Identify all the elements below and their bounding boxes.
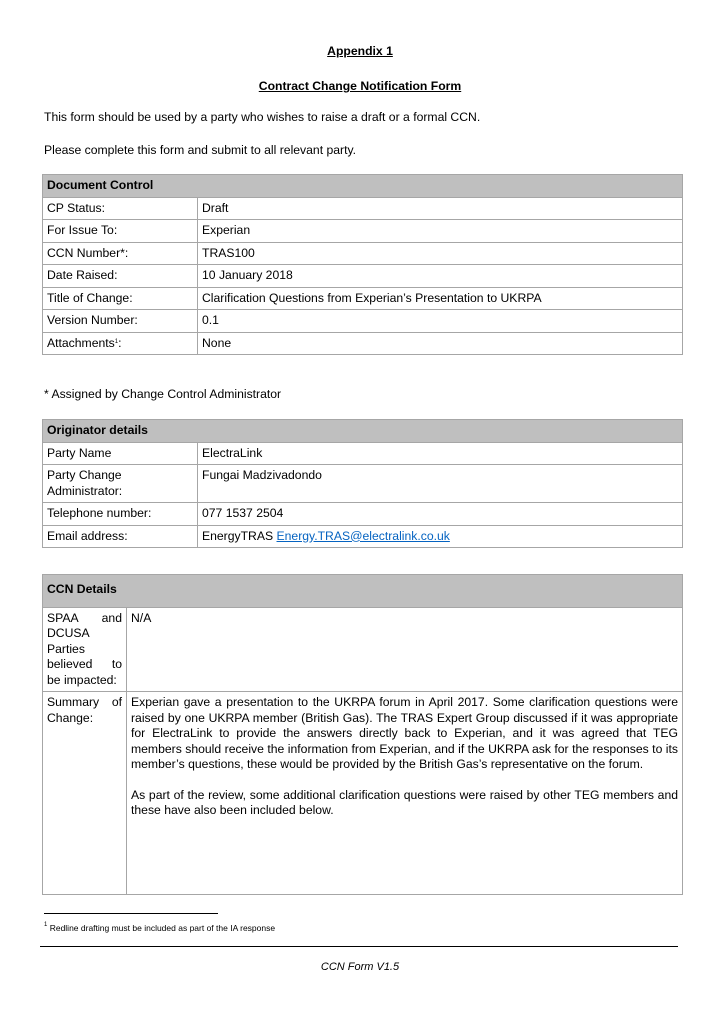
email-link[interactable]: Energy.TRAS@electralink.co.uk: [276, 528, 450, 543]
cp-status-label: CP Status:: [43, 197, 198, 220]
footnote: [44, 923, 275, 933]
intro-line-1: This form should be used by a party who wishes to raise a draft or a formal CCN.: [44, 110, 481, 124]
table-row: [43, 503, 683, 526]
summary-paragraph-1: Experian gave a presentation to the UKRPA forum in April 2017. Some clarification questions were raised by one UKRPA member (British Gas). The TRAS Expert Group discussed if it was appropriate for ElectraLink to provide the answers directly back to Experian, and it was agreed that TEG members should receive the information from Experian, and if the UKRPA ask for the responses to its member’s questions, these would be provided by the British Gas’s representative on the forum.: [131, 695, 678, 771]
summary-label: Summary of Change:: [43, 692, 127, 895]
table-row: [43, 692, 683, 895]
telephone-label: Telephone number:: [43, 503, 198, 526]
footnote-text: Redline drafting must be included as part of the IA response: [47, 923, 276, 933]
table-row: [43, 242, 683, 265]
table-row: [43, 332, 683, 355]
attachments-label-text: Attachments: [47, 335, 115, 350]
cp-status-value: Draft: [198, 197, 683, 220]
ccn-details-header: CCN Details: [43, 575, 683, 608]
table-row: [43, 525, 683, 548]
change-admin-label: Party Change Administrator:: [43, 465, 198, 503]
appendix-heading: Appendix 1: [327, 44, 393, 58]
title-of-change-label: Title of Change:: [43, 287, 198, 310]
table-row: [43, 465, 683, 503]
table-row: [43, 220, 683, 243]
party-name-label: Party Name: [43, 442, 198, 465]
table-row: [43, 265, 683, 288]
originator-table: [42, 419, 683, 548]
attachments-label: [43, 332, 198, 355]
email-value: [198, 525, 683, 548]
email-label: Email address:: [43, 525, 198, 548]
document-control-table: [42, 174, 683, 355]
footnote-number: 1: [44, 922, 48, 928]
date-raised-value: 10 January 2018: [198, 265, 683, 288]
ccn-number-label: CCN Number*:: [43, 242, 198, 265]
originator-header: Originator details: [43, 420, 683, 443]
parties-impacted-value: N/A: [127, 607, 683, 692]
document-control-header: Document Control: [43, 175, 683, 198]
table-row: [43, 310, 683, 333]
summary-paragraph-2: As part of the review, some additional clarification questions were raised by other TEG members and these have also been included below.: [131, 787, 678, 817]
footer-divider: [40, 946, 678, 947]
table-row: [43, 287, 683, 310]
version-number-label: Version Number:: [43, 310, 198, 333]
table-row: [43, 442, 683, 465]
table-row: [43, 607, 683, 692]
party-name-value: ElectraLink: [198, 442, 683, 465]
table-row: [43, 197, 683, 220]
page-footer: CCN Form V1.5: [320, 961, 400, 973]
footnote-ref[interactable]: 1: [114, 338, 119, 345]
footnote-divider: [44, 913, 218, 914]
intro-line-2: Please complete this form and submit to all relevant party.: [44, 143, 357, 157]
attachments-value: None: [198, 332, 683, 355]
form-title: Contract Change Notification Form: [258, 79, 462, 93]
summary-value: [127, 692, 683, 895]
date-raised-label: Date Raised:: [43, 265, 198, 288]
ccn-details-table: [42, 574, 683, 895]
telephone-value: 077 1537 2504: [198, 503, 683, 526]
change-admin-value: Fungai Madzivadondo: [198, 465, 683, 503]
attachments-colon: :: [118, 335, 122, 350]
issue-to-label: For Issue To:: [43, 220, 198, 243]
version-number-value: 0.1: [198, 310, 683, 333]
email-prefix: EnergyTRAS: [202, 528, 274, 543]
issue-to-value: Experian: [198, 220, 683, 243]
title-of-change-value: Clarification Questions from Experian’s Presentation to UKRPA: [198, 287, 683, 310]
parties-impacted-label: SPAA and DCUSA Parties believed to be impacted:: [43, 607, 127, 692]
ccn-number-value: TRAS100: [198, 242, 683, 265]
assigned-note: * Assigned by Change Control Administrator: [44, 387, 282, 401]
